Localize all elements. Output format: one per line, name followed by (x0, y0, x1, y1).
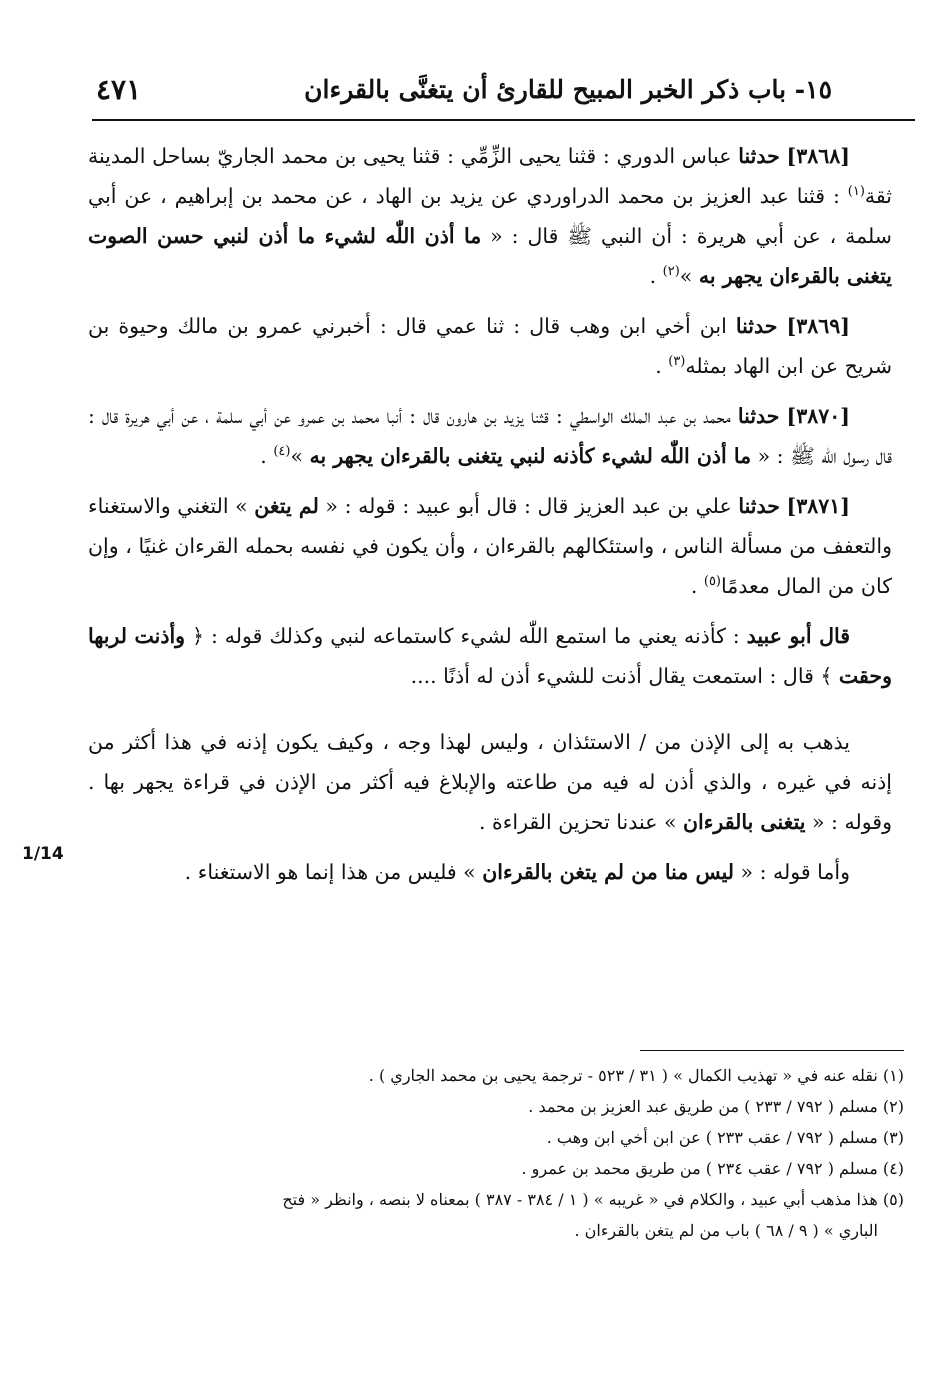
isnad-keyword: حدثنا (738, 144, 780, 168)
footnote-3: (٣) مسلم ( ٧٩٢ / عقب ٢٣٣ ) عن ابن أخي ابن وهب . (546, 1128, 904, 1147)
footnote-ref: (٣) (668, 354, 686, 370)
hadith-number: [٣٨٧١] (786, 494, 850, 518)
hadith-matn: ما أذن اللّٰه لشيء كأذنه لنبي يتغنى بالقرءان يجهر به (309, 444, 752, 468)
isnad-keyword: حدثنا (737, 404, 780, 428)
header-divider (92, 119, 915, 121)
speaker-label: قال أبو عبيد (746, 624, 851, 648)
hadith-3870 (88, 396, 892, 476)
commentary-paragraph-2 (88, 852, 892, 892)
quote-close: » (679, 264, 699, 288)
commentary-text: يذهب به إلى الإذن من / الاستئذان ، وليس لهذا وجه ، وكيف يكون إذنه في هذا أكثر من إذنه في غيره ، والذي أذن له فيه من طاعته والإبلاغ فيه أكثر من الإذن في قراءة يجهر بها . وقوله : « (88, 730, 892, 834)
footnote-ref: (٥) (703, 574, 721, 590)
hadith-3869 (88, 306, 892, 386)
commentary-text: : كأذنه يعني ما استمع اللّٰه لشيء كاستماعه لنبي وكذلك قوله : ﴿ (185, 624, 747, 648)
footnote-divider (640, 1050, 904, 1051)
commentary-text: ﴾ قال : استمعت يقال أذنت للشيء أذن له أذنًا .... (410, 664, 839, 688)
quoted-phrase: ليس منا من لم يتغن بالقرءان (482, 860, 735, 884)
hadith-3868 (88, 136, 892, 296)
quoted-word: لم يتغن (254, 494, 319, 518)
footnote-1: (١) نقله عنه في « تهذيب الكمال » ( ٣١ / ٥٢٣ - ترجمة يحيى بن محمد الجاري ) . (368, 1066, 904, 1085)
end-mark: . (690, 574, 704, 598)
footnote-ref: (١) (847, 184, 865, 200)
end-mark: . (649, 264, 663, 288)
footnote-5-continuation: الباري » ( ٩ / ٦٨ ) باب من لم يتغن بالقرءان . (574, 1221, 878, 1240)
end-mark: . (655, 354, 669, 378)
hadith-matn: ما أذن اللّٰه لشيء ما أذن لنبي حسن الصوت يتغنى بالقرءان يجهر به (88, 224, 892, 288)
quran-verse: وأذنت لربها وحقت (88, 624, 892, 688)
isnad-text: : قثنا عبد العزيز بن محمد الدراوردي عن يزيد بن الهاد ، عن محمد بن إبراهيم ، عن أبي سلمة ، عن أبي هريرة : أن النبي ﷺ قال : « (88, 184, 892, 248)
commentary-paragraph (88, 722, 892, 842)
main-text (88, 136, 892, 902)
footnote-2: (٢) مسلم ( ٧٩٢ / ٢٣٣ ) من طريق عبد العزيز بن محمد . (528, 1097, 904, 1116)
manuscript-folio-note: 1/14 (22, 844, 64, 864)
commentary-text: » فليس من هذا إنما هو الاستغناء . (184, 860, 483, 884)
hadith-number: [٣٨٦٨] (786, 144, 850, 168)
commentary-text: » التغني والاستغناء والتعفف من مسألة الناس ، واستئكالهم بالقرءان ، وأن يكون في نفسه بحمله القرءان غنيًا ، وإن كان من المال معدمًا (88, 494, 892, 598)
isnad-keyword: حدثنا (735, 314, 778, 338)
hadith-number: [٣٨٧٠] (786, 404, 850, 428)
footnotes (94, 1060, 904, 1246)
commentary-text: » عندنا تحزين القراءة . (478, 810, 683, 834)
hadith-number: [٣٨٦٩] (786, 314, 850, 338)
hadith-3871 (88, 486, 892, 606)
footnote-4: (٤) مسلم ( ٧٩٢ / عقب ٢٣٤ ) من طريق محمد بن عمرو . (521, 1159, 904, 1178)
isnad-text: علي بن عبد العزيز قال : قال أبو عبيد : قوله : « (318, 494, 732, 518)
footnote-ref: (٤) (273, 444, 291, 460)
isnad-keyword: حدثنا (738, 494, 780, 518)
isnad-text: ابن أخي ابن وهب قال : ثنا عمي قال : أخبرني عمرو بن مالك وحيوة بن شريح عن ابن الهاد بمثله (88, 314, 892, 378)
isnad-text: محمد بن عبد الملك الواسطي : قثنا يزيد بن هارون قال : أنبا محمد بن عمرو عن أبي سلمة ، عن أبي هريرة قال : قال رسول اللّٰه ﷺ : « (88, 404, 892, 468)
end-mark: . (260, 444, 274, 468)
quoted-phrase: يتغنى بالقرءان (683, 810, 806, 834)
chapter-heading: ١٥- باب ذكر الخبر المبيح للقارئ أن يتغنَّى بالقرءان (304, 75, 832, 104)
footnote-ref: (٢) (662, 264, 680, 280)
page-number: ٤٧١ (96, 73, 142, 106)
isnad-text: عباس الدوري : قثنا يحيى الزِّمِّي : قثنا يحيى بن محمد الجاريّ بساحل المدينة ثقة (88, 144, 892, 208)
commentary-text: وأما قوله : « (734, 860, 850, 884)
abu-ubaid-commentary (88, 616, 892, 696)
quote-close: » (290, 444, 310, 468)
footnote-5: (٥) هذا مذهب أبي عبيد ، والكلام في « غريبه » ( ١ / ٣٨٤ - ٣٨٧ ) بمعناه لا بنصه ، وانظر « فتح (282, 1190, 904, 1209)
